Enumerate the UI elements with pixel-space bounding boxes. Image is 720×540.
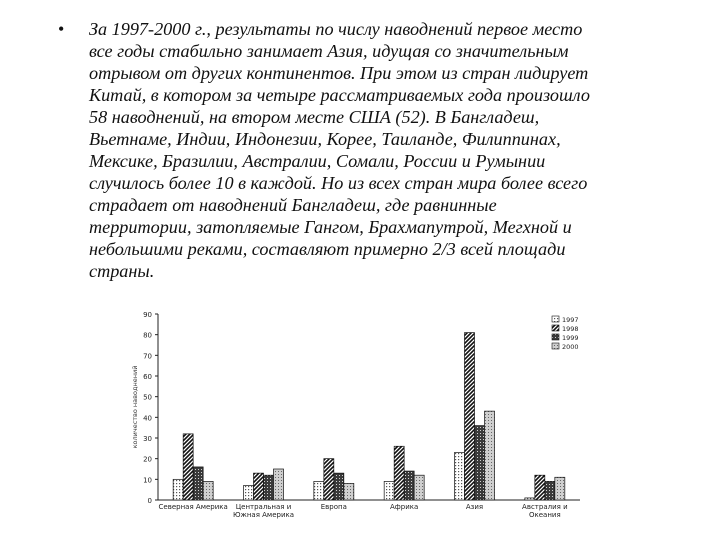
- bar-1997-5: [525, 498, 535, 500]
- bar-2000-1: [274, 469, 284, 500]
- legend-swatch-1998: [552, 325, 559, 331]
- y-tick-label: 50: [143, 393, 152, 402]
- y-tick-label: 30: [143, 435, 152, 443]
- legend-label-1998: 1998: [562, 325, 579, 333]
- y-tick-label: 20: [143, 455, 152, 464]
- flood-bar-chart: [128, 300, 590, 532]
- bar-1999-4: [475, 426, 485, 500]
- legend-swatch-1999: [552, 334, 559, 340]
- bar-1997-3: [384, 481, 394, 500]
- x-category-label: Австралия и: [522, 503, 568, 511]
- bullet-marker: •: [58, 19, 65, 39]
- y-tick-label: 70: [143, 352, 152, 361]
- y-tick-label: 80: [143, 331, 152, 340]
- bar-2000-3: [414, 475, 424, 500]
- x-category-label: Океания: [528, 511, 561, 519]
- y-tick-label: 40: [143, 414, 152, 423]
- legend-label-2000: 2000: [562, 343, 579, 351]
- bar-1998-1: [254, 473, 264, 500]
- bar-1998-0: [183, 434, 193, 500]
- y-tick-label: 90: [143, 311, 152, 319]
- bar-1999-0: [193, 467, 203, 500]
- bar-2000-2: [344, 483, 354, 500]
- bar-1997-2: [314, 481, 324, 500]
- y-tick-label: 60: [143, 373, 152, 381]
- bar-1999-2: [334, 473, 344, 500]
- bar-1998-4: [465, 333, 475, 500]
- bar-1997-0: [173, 479, 183, 500]
- bar-1999-5: [545, 481, 555, 500]
- x-category-label: Европа: [320, 503, 347, 511]
- bar-2000-0: [203, 481, 213, 500]
- x-category-label: Центральная и: [235, 503, 292, 511]
- bar-1998-2: [324, 459, 334, 500]
- bar-1997-4: [455, 452, 465, 500]
- y-tick-label: 10: [143, 476, 152, 485]
- y-axis-label: количество наводнений: [131, 365, 139, 449]
- y-tick-label: 0: [147, 497, 152, 505]
- legend-label-1997: 1997: [562, 316, 579, 324]
- bar-1997-1: [244, 486, 254, 500]
- x-category-label: Северная Америка: [158, 503, 228, 511]
- bar-2000-5: [555, 477, 565, 500]
- bar-1998-3: [394, 446, 404, 500]
- legend-swatch-2000: [552, 343, 559, 349]
- bar-1999-3: [404, 471, 414, 500]
- bar-2000-4: [485, 411, 495, 500]
- x-category-label: Азия: [465, 503, 484, 511]
- bar-1998-5: [535, 475, 545, 500]
- x-category-label: Южная Америка: [232, 511, 295, 519]
- bar-1999-1: [264, 475, 274, 500]
- legend-swatch-1997: [552, 316, 559, 322]
- legend-label-1999: 1999: [562, 334, 579, 342]
- paragraph-text: За 1997-2000 г., результаты по числу наводнений первое место все годы стабильно занимает Азия, идущая со значительным отрывом от других континентов. При этом из стран лидирует Китай, в котором за четыре рассматриваемых года произошло 58 наводнений, на втором месте США (52). В Бангладеш, Вьетнаме, Индии, Индонезии, Корее, Таиланде, Филиппинах, Мексике, Бразилии, Австралии, Сомали, России и Румынии случилось более 10 в каждой. Но из всех стран мира более всего страдает от наводнений Бангладеш, где равнинные территории, затопляемые Гангом, Брахмапутрой, Мегхной и небольшими реками, составляют примерно 2/3 всей площади страны.: [89, 19, 590, 281]
- x-category-label: Африка: [390, 503, 419, 511]
